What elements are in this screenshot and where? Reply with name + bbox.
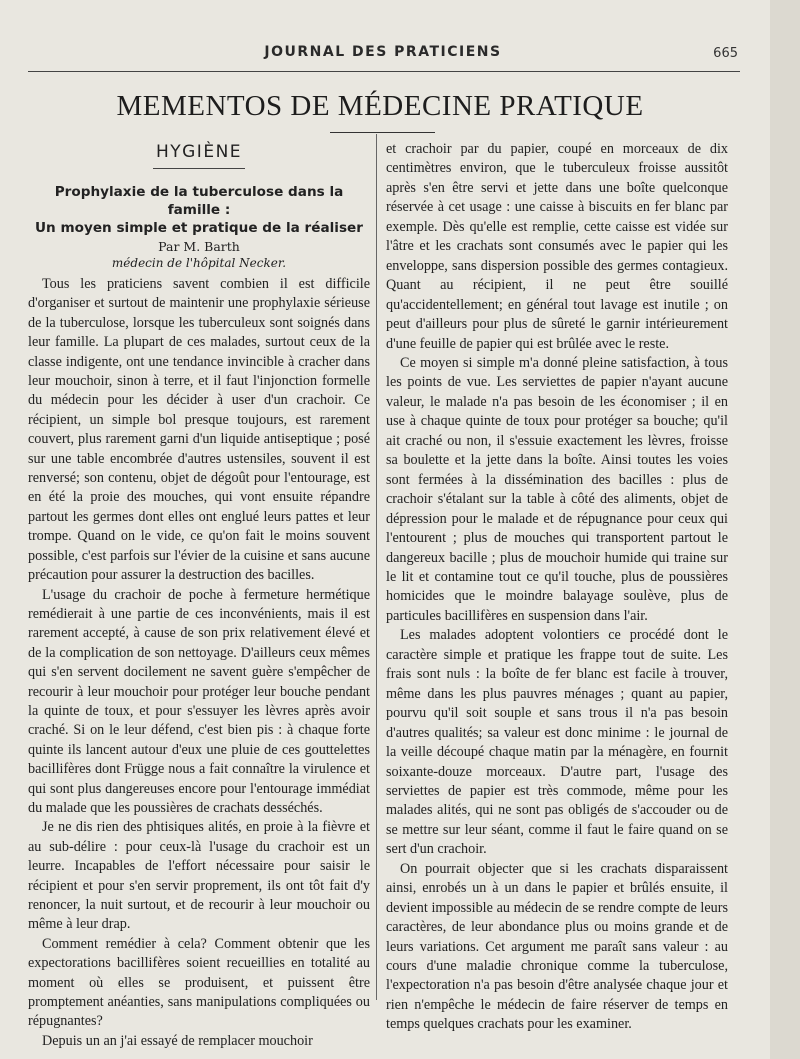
paragraph: On pourrait objecter que si les crachats disparaissent ainsi, enrobés un à un dans le papier et brûlés ensuite, il devient impossible au médecin de se rendre compte de leurs caractères, de leur abondance plus ou moins grande et de leurs variations. Cet argument me paraît sans valeur : au cours d'une maladie chronique comme la tuberculose, l'expectoration n'a pas besoin d'être analysée chaque jour et rien n'empêche le médecin de faire réserver de temps en temps quelques crachats pour les examiner. [386,860,728,1033]
article-title-line-1: Prophylaxie de la tuberculose dans la famille : [54,184,344,218]
right-column [386,140,728,1035]
rubric-heading: HYGIÈNE [155,142,243,162]
rubric-rule [153,168,245,169]
paragraph: Comment remédier à cela? Comment obtenir que les expectorations bacillifères soient recueillies en totalité au moment où elles se produisent, et puissent être promptement anéanties, sans manipulations compliquées ou répugnantes? [28,935,370,1030]
paragraph: L'usage du crachoir de poche à fermeture hermétique remédierait à une partie de ces inconvénients, mais il est rarement accepté, à cause de son prix relativement élevé et de la complication de son nettoyage. D'ailleurs ceux mêmes qui s'en servent docilement ne savent guère s'empêcher de recourir à leur mouchoir pour protéger leur bouche pendant la quinte de toux, et pour s'essuyer les lèvres après avoir craché. Si on le leur défend, c'est bien pis : à chaque forte quinte ils lancent autour d'eux une pluie de ces gouttelettes bacillifères dont Frügge nous a fait connaître la virulence et qui sont plus dangereuses encore pour l'entourage immédiat du malade que les poussières de crachats desséchés. [28,586,370,816]
article-byline: Par M. Barth [158,239,240,254]
paragraph: Les malades adoptent volontiers ce procédé dont le caractère simple et pratique les frappe tout de suite. Les frais sont nuls : la boîte de fer blanc est facile à trouver, même dans les plus pauvres ménages ; quant au papier, pourvu qu'il soit souple et sans trous il n'a pas besoin d'autres qualités; sa valeur est donc minime : le journal de la veille découpé chaque matin par la ménagère, en fournit soixante-douze morceaux. D'autre part, l'usage des serviettes de papier est très commode, même pour les malades alités, qui ne sont pas obligés de s'accouder ou de se mettre sur leur séant, comme il faut le faire quand on se sert d'un crachoir. [386,627,728,858]
column-divider [376,134,377,1000]
paragraph: Je ne dis rien des phtisiques alités, en proie à la fièvre et au sub-délire : pour ceux-là l'usage du crachoir est un leurre. Incapables de l'effort nécessaire pour saisir le récipient et pour s'en servir proprement, ils ont tôt fait d'y renoncer, la nuit surtout, et de recourir à leur mouchoir ou même à leur drap. [28,819,370,933]
author-affiliation: médecin de l'hôpital Necker. [111,256,287,270]
journal-title: JOURNAL DES PRATICIENS [264,44,502,60]
running-head [28,44,738,68]
page-number: 665 [713,46,738,61]
header-rule [28,71,740,72]
paragraph: Ce moyen si simple m'a donné pleine satisfaction, à tous les points de vue. Les serviettes de papier n'ayant aucune valeur, le malade n'a pas besoin de les économiser ; il en use à chaque quinte de toux pour protéger sa bouche; qu'il ait craché ou non, il s'essuie exactement les lèvres, froisse sa boulette et la jette dans la boîte. Ainsi toutes les voies sont fermées à la dissémination des bacilles : plus de crachoir s'étalant sur la table à côté des aliments, objet de dépression pour le malade et de répugnance pour ceux qui l'entourent ; plus de mouches qui transportent partout le dangereux bacille ; plus de mouchoir humide qui traine sur le lit et contamine tout ce qu'il touche, plus de poussières homicides que le moindre balayage soulève, plus de particules bacillifères en suspension dans l'air. [386,354,728,624]
paragraph: Tous les praticiens savent combien il est difficile d'organiser et surtout de maintenir une prophylaxie sérieuse de la tuberculose, lorsque les tuberculeux sont soignés dans leur famille. La plupart de ces malades, surtout ceux de la classe indigente, ont une tendance invincible à cracher dans leur mouchoir, sinon à terre, et il faut l'injonction formelle du médecin pour les décider à user d'un crachoir. Ce récipient, un simple bol presque toujours, est rarement couvert, plus rarement garni d'un liquide antiseptique ; posé sur une table encombrée d'autres ustensiles, souvent il est renversé; son contenu, objet de dégoût pour l'entourage, est en été la proie des mouches, qui vont ensuite répandre partout les germes dont elles ont englué leurs pattes et leur trompe. Quand on le vide, ce qu'on fait le moins souvent possible, c'est parfois sur l'évier de la cuisine et sans aucune précaution pour assurer la destruction des bacilles. [28,276,370,584]
page-edge [770,0,800,1059]
article-title-line-2: Un moyen simple et pratique de la réaliser [35,220,363,236]
section-title: MEMENTOS DE MÉDECINE PRATIQUE [116,90,644,122]
paragraph: Depuis un an j'ai essayé de remplacer mouchoir [42,1032,313,1049]
title-rule [330,132,435,133]
paragraph: et crachoir par du papier, coupé en morceaux de dix centimètres environ, que le tuberculeux froisse aussitôt après s'en être servi et jette dans une boîte quelconque réservée à cet usage : une caisse à biscuits en fer blanc par exemple. Dès qu'elle est remplie, cette caisse est vidée sur l'âtre et les crachats sont consumés avec le papier qui les enveloppe, sans dispersion possible des germes contagieux. Quant au récipient, il ne peut être souillé qu'accidentellement; en général tout lavage est inutile ; on peut d'ailleurs pour plus de sûreté le garnir intérieurement d'une feuille de papier qui est brûlée avec le reste. [386,141,728,352]
left-column [28,140,370,1051]
